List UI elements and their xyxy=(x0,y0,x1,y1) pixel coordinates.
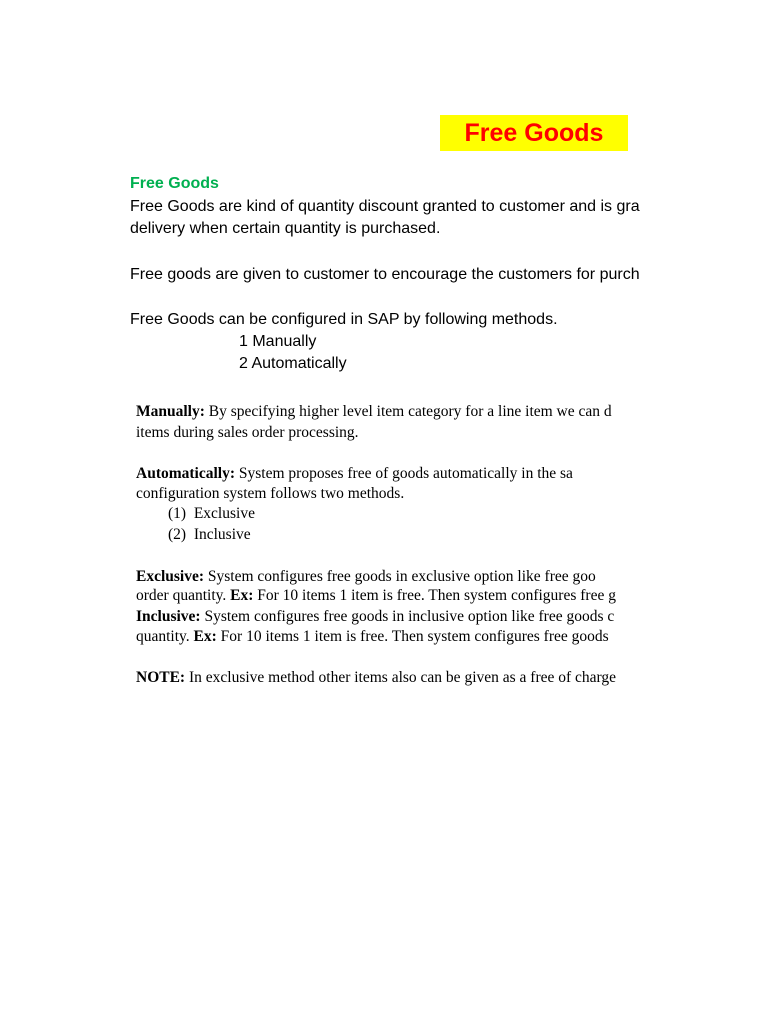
method-item-automatically: 2 Automatically xyxy=(239,355,347,372)
note-label: NOTE: xyxy=(136,669,186,686)
automatically-text: System proposes free of goods automatically in the sa xyxy=(235,465,573,482)
paragraph2: Free goods are given to customer to encourage the customers for purch xyxy=(130,266,640,283)
exclusive-label: Exclusive: xyxy=(136,568,205,585)
option-exclusive: (1) Exclusive xyxy=(168,505,255,522)
exclusive-text: System configures free goods in exclusive option like free goo xyxy=(204,568,596,585)
inclusive-line2 xyxy=(136,627,609,647)
exclusive-line1 xyxy=(136,567,596,587)
manually-text: By specifying higher level item category for a line item we can d xyxy=(204,403,612,420)
note-line xyxy=(136,668,616,688)
manually-label: Manually: xyxy=(136,403,205,420)
automatically-line1 xyxy=(136,464,573,484)
method-item-manually: 1 Manually xyxy=(239,333,317,350)
section-heading: Free Goods xyxy=(130,175,219,192)
option-inclusive: (2) Inclusive xyxy=(168,526,251,543)
paragraph1-line2: delivery when certain quantity is purchased. xyxy=(130,220,441,237)
note-text: In exclusive method other items also can be given as a free of charge xyxy=(185,669,617,686)
paragraph1-line1: Free Goods are kind of quantity discount granted to customer and is gra xyxy=(130,198,640,215)
manually-line1 xyxy=(136,402,612,422)
manually-line2: items during sales order processing. xyxy=(136,424,359,441)
inclusive-line2-start: quantity. xyxy=(136,628,194,645)
automatically-line2: configuration system follows two methods. xyxy=(136,485,405,502)
inclusive-ex-label: Ex: xyxy=(193,628,217,645)
exclusive-ex-label: Ex: xyxy=(230,587,254,604)
paragraph3: Free Goods can be configured in SAP by following methods. xyxy=(130,311,558,328)
page-title: Free Goods xyxy=(464,119,604,147)
automatically-label: Automatically: xyxy=(136,465,236,482)
inclusive-label: Inclusive: xyxy=(136,608,201,625)
inclusive-line2-rest: For 10 items 1 item is free. Then system configures free goods xyxy=(216,628,609,645)
inclusive-line1 xyxy=(136,607,614,627)
exclusive-line2-start: order quantity. xyxy=(136,587,231,604)
exclusive-line2-rest: For 10 items 1 item is free. Then system configures free g xyxy=(253,587,616,604)
exclusive-line2 xyxy=(136,586,616,606)
inclusive-text: System configures free goods in inclusive option like free goods c xyxy=(200,608,615,625)
